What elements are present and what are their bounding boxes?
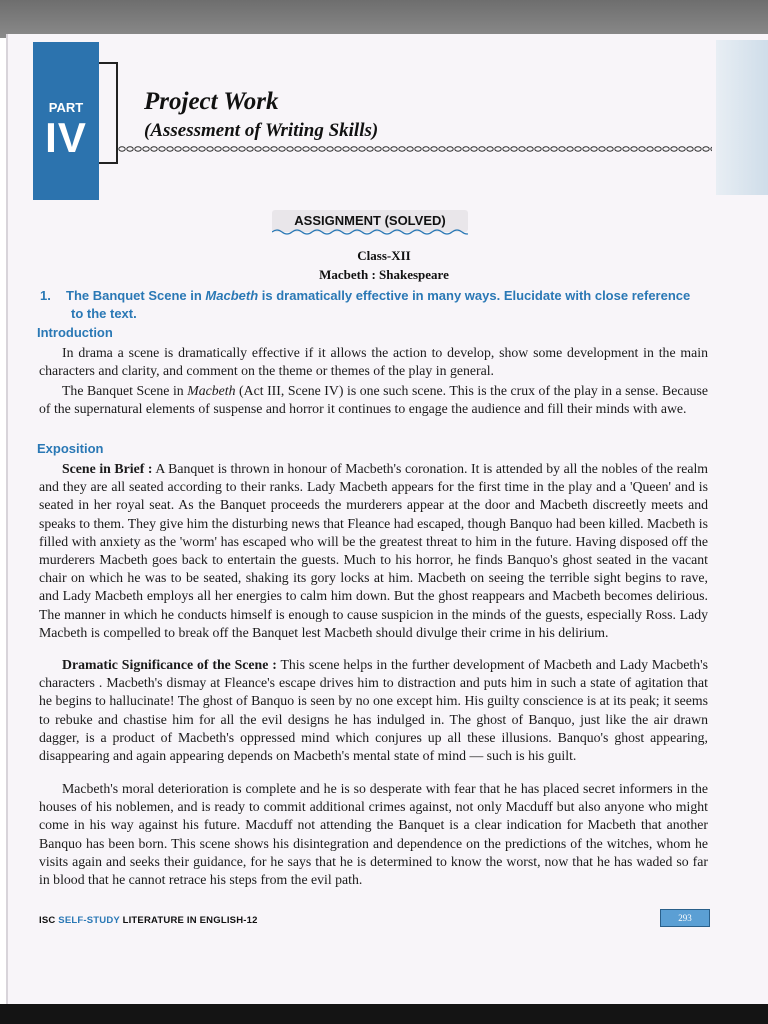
book-line: Macbeth : Shakespeare [319, 267, 449, 282]
question-number: 1. [40, 288, 51, 303]
footer-isc: ISC [39, 915, 59, 926]
page-title: Project Work [144, 88, 279, 115]
question-1 [40, 287, 708, 323]
footer-rest: LITERATURE IN ENGLISH-12 [119, 915, 258, 926]
page-number-badge: 293 [660, 909, 710, 927]
footer-book-title [39, 915, 258, 926]
corner-tab [716, 40, 768, 195]
decorative-chain-rule [118, 145, 712, 153]
question-text-italic: Macbeth [205, 288, 259, 303]
heading-introduction: Introduction [37, 325, 113, 340]
exposition-paragraph-2 [39, 656, 708, 765]
assignment-banner: ASSIGNMENT (SOLVED) [272, 210, 468, 232]
moral-deterioration-text: Macbeth's moral deterioration is complete and he is so desperate with fear that he has placed secret informers in the houses of his noblemen, and is ready to commit additional crimes against, not only Macduff but also anyone who might come in his way against his future. Macduff not attending the Banquet is a clear indication for Macbeth that another Banquo has been born. This scene shows his disintegration and dependence on the predictions of the witches, whom he visits again and seeks their guidance, for he says that he is determined to know the worst, now that he has waded so far in blood that he cannot retrace his steps from the evil path. [39, 781, 708, 888]
question-text-b: is dramatically effective in many ways. Elucidate with close reference [258, 288, 691, 303]
intro-p1-text: In drama a scene is dramatically effective if it allows the action to develop, show some development in the main characters and clarity, and comment on the theme or themes of the play in general. [39, 345, 708, 379]
question-text-a: The Banquet Scene in [66, 288, 206, 303]
banner-wave [272, 228, 468, 236]
intro-paragraph-1 [39, 344, 708, 380]
exposition-paragraph-3 [39, 780, 708, 889]
intro-paragraph-2 [39, 382, 708, 418]
heading-exposition: Exposition [37, 441, 104, 456]
intro-p2-text-a: The Banquet Scene in [62, 383, 188, 398]
intro-p2-italic: Macbeth [187, 383, 236, 398]
scan-bottom-edge [0, 1004, 768, 1024]
page-subtitle: (Assessment of Writing Skills) [144, 120, 379, 141]
intro-p2-text-b: (Act III, Scene IV) is one such scene. This is the crux of the play in a sense. Because of the supernatural elements of suspense and horror it continues to engage the audience and fill their minds with awe. [39, 383, 708, 417]
dramatic-significance-text: This scene helps in the further development of Macbeth and Lady Macbeth's characters . Macbeth's dismay at Fleance's escape drives him to distraction and puts him in such a state of agitation that he begins to hallucinate! The ghost of Banquo is seen by no one except him. His guilty conscience is at its peak; it seems to rebuke and chastise him for all the evil designs he has indulged in. The ghost of Banquo, just like the air drawn dagger, is a product of Macbeth's oppressed mind which conjures up all these illusions. Banquo's ghost appearing, disappearing and again appearing depends on Macbeth's mental state of mind — such is his guilt. [39, 657, 708, 764]
part-word: PART [48, 100, 84, 115]
scene-in-brief-lead: Scene in Brief : [62, 461, 153, 476]
scene-in-brief-text: A Banquet is thrown in honour of Macbeth's coronation. It is attended by all the nobles of the realm and they are all seated according to their ranks. Lady Macbeth appears for the first time in the play and a 'Queen' and is seated in her royal seat. As the Banquet proceeds the murderers appear at the door and Macbeth discreetly meets and speaks to them. They give him the disturbing news that Fleance had escaped, though Banquo had been killed. Macbeth is filled with anxiety as the 'worm' has escaped who will be the greatest threat to him in the future. Having disposed off the murderers Macbeth goes back to entertain the guests. Much to his horror, he finds Banquo's ghost seated in the vacant chair on which he was to be seated, shaking its gory locks at him. Macbeth on seeing the terrible sight begins to rave, and Lady Macbeth employs all her energies to calm him down. But the ghost reappears and Macbeth becomes delirious. The manner in which he conducts himself is enough to cause suspicion in the minds of the guests, especially Ross. Lady Macbeth is compelled to break off the Banquet lest Macbeth should divulge their crime in his delirium. [39, 461, 709, 640]
scan-top-edge [0, 0, 768, 38]
part-badge [33, 42, 99, 200]
dramatic-significance-lead: Dramatic Significance of the Scene : [62, 657, 277, 672]
exposition-paragraph-1 [39, 460, 708, 642]
part-frame [99, 62, 118, 164]
part-number: IV [45, 114, 87, 161]
footer-self-study: SELF-STUDY [58, 915, 120, 926]
question-text-cont: to the text. [71, 306, 137, 321]
class-line: Class-XII [357, 248, 411, 263]
